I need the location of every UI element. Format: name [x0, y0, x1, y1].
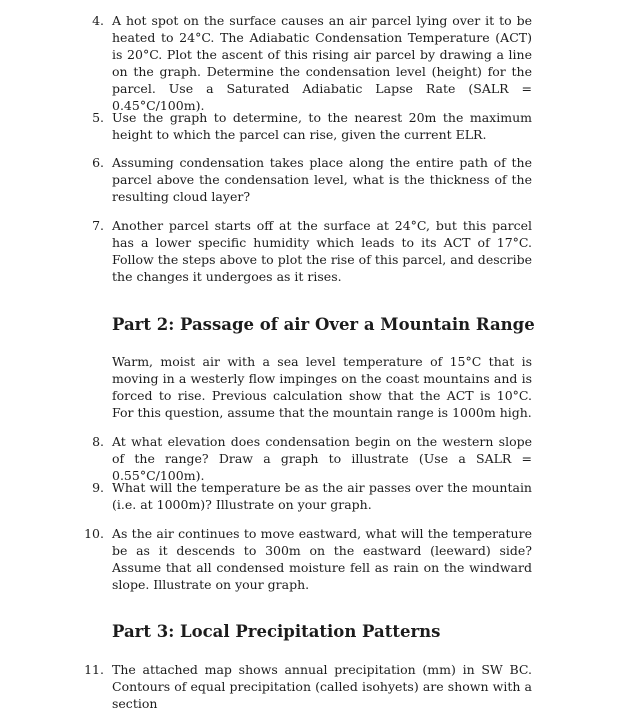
question-text: Use the graph to determine, to the nearest 20m the maximum height to which the parcel can rise, given the current ELR.	[112, 110, 532, 142]
question-text: Assuming condensation takes place along the entire path of the parcel above the condensation level, what is the thickness of the resulting cloud layer?	[112, 155, 532, 204]
question-number: 7.	[92, 218, 104, 233]
part-2-intro-paragraph: Warm, moist air with a sea level temperature of 15°C that is moving in a westerly flow impinges on the coast mountains and is forced to rise. Previous calculation show that the ACT is 10°C. For this question, assume that the mountain range is 1000m high.	[112, 354, 532, 420]
section-heading-part-3: Part 3: Local Precipitation Patterns	[112, 622, 441, 641]
question-text: At what elevation does condensation begin on the western slope of the range? Draw a graph to illustrate (Use a SALR = 0.55°C/100m).	[112, 434, 532, 483]
question-number: 9.	[92, 480, 104, 495]
question-number: 11.	[84, 662, 104, 677]
question-text: As the air continues to move eastward, what will the temperature be as it descends to 300m on the eastward (leeward) side? Assume that all condensed moisture fell as rain on the windward slope. Illustrate on your graph.	[112, 526, 532, 592]
question-text: The attached map shows annual precipitation (mm) in SW BC. Contours of equal precipitation (called isohyets) are shown with a section	[112, 662, 532, 711]
question-number: 10.	[84, 526, 104, 541]
question-text: What will the temperature be as the air passes over the mountain (i.e. at 1000m)? Illustrate on your graph.	[112, 480, 532, 512]
question-text: A hot spot on the surface causes an air parcel lying over it to be heated to 24°C. The Adiabatic Condensation Temperature (ACT) is 20°C. Plot the ascent of this rising air parcel by drawing a line on the graph. Determine the condensation level (height) for the parcel. Use a Saturated Adiabatic Lapse Rate (SALR = 0.45°C/100m).	[112, 13, 532, 113]
question-number: 4.	[92, 13, 104, 28]
section-heading-part-2: Part 2: Passage of air Over a Mountain Range	[112, 315, 535, 334]
question-number: 8.	[92, 434, 104, 449]
question-number: 6.	[92, 155, 104, 170]
question-text: Another parcel starts off at the surface at 24°C, but this parcel has a lower specific humidity which leads to its ACT of 17°C. Follow the steps above to plot the rise of this parcel, and describe the changes it undergoes as it rises.	[112, 218, 532, 284]
question-number: 5.	[92, 110, 104, 125]
